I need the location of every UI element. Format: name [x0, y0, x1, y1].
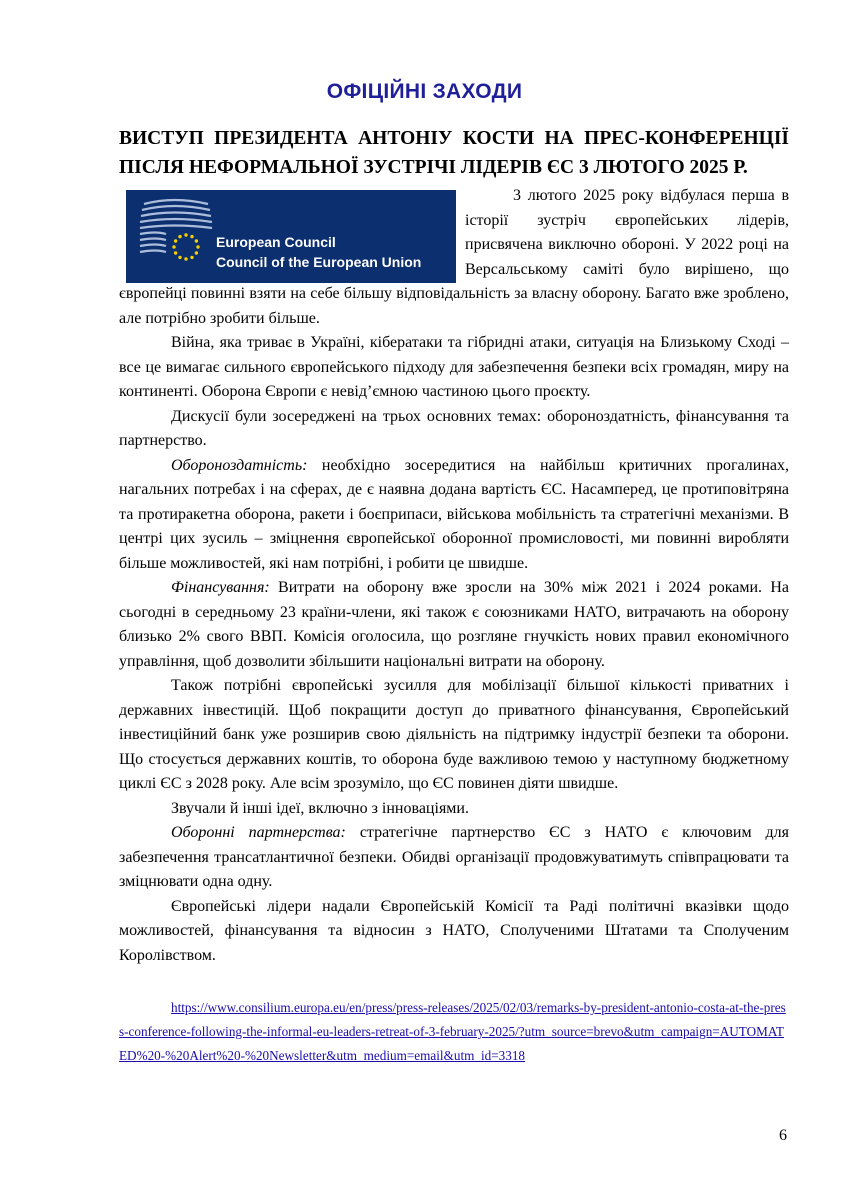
section-title: ОФІЦІЙНІ ЗАХОДИ — [326, 80, 523, 103]
paragraph-ideas: Звучали й інші ідеї, включно з інноваціями. — [171, 799, 469, 817]
capability-label: Обороноздатність: — [171, 456, 308, 474]
paragraph-partnerships: Оборонні партнерства: стратегічне партнерство ЄС з НАТО є ключовим для забезпечення трансатлантичної безпеки. Обидві організації продовжуватимуть співпрацювати та зміцнювати одна одну. — [119, 824, 789, 890]
paragraph-investment: Також потрібні європейські зусилля для мобілізації більшої кількості приватних і державних інвестицій. Щоб покращити доступ до приватного фінансування, Європейський інвестиційний банк уже розширив свою діяльність на підтримку індустрії безпеки та оборони. Що стосується державних коштів, то оборона буде важливою темою у наступному бюджетному циклі ЄС з 2028 року. Але всім зрозуміло, що ЄС повинен діяти швидше. — [119, 677, 789, 792]
paragraph-financing: Фінансування: Витрати на оборону вже зросли на 30% між 2021 і 2024 роками. На сьогодні в середньому 23 країни-члени, які також є союзниками НАТО, витрачають на оборону близько 2% свого ВВП. Комісія оголосила, що розгляне гнучкість нових правил економічного управління, щоб дозволити збільшити національні витрати на оборону. — [119, 579, 789, 670]
paragraph-war: Війна, яка триває в Україні, кібератаки та гібридні атаки, ситуація на Близькому Сході – все це вимагає сильного європейського підходу для забезпечення безпеки всіх громадян, миру на континенті. Оборона Європи є невід’ємною частиною цього проєкту. — [119, 334, 789, 400]
article-body — [119, 184, 789, 968]
article-headline: ВИСТУП ПРЕЗИДЕНТА АНТОНІУ КОСТИ НА ПРЕС-КОНФЕРЕНЦІЇ ПІСЛЯ НЕФОРМАЛЬНОЇ ЗУСТРІЧІ ЛІДЕРІВ ЄС 3 ЛЮТОГО 2025 Р. — [119, 128, 789, 178]
paragraph-capability: Обороноздатність: необхідно зосередитися на найбільш критичних прогалинах, нагальних потребах і на сферах, де є наявна додана вартість ЄС. Насамперед, це протиповітряна та протиракетна оборона, ракети і боєприпаси, військова мобільність та стратегічні механізми. В центрі цих зусиль – зміцнення європейської оборонної промисловості, ми повинні виробляти більше можливостей, які нам потрібні, і робити це швидше. — [119, 456, 789, 572]
logo-line-1: European Council — [216, 234, 336, 250]
financing-label: Фінансування: — [171, 579, 270, 596]
partnerships-label: Оборонні партнерства: — [171, 824, 346, 841]
paragraph-intro: 3 лютого 2025 року відбулася перша в історії зустріч європейських лідерів, присвячена виключно обороні. У 2022 році на Версальському саміті було вирішено, що європейці повинні взяти на себе більшу відповідальність за власну оборону. Багато вже зроблено, але потрібно зробити більше. — [119, 187, 789, 327]
page-number: 6 — [779, 1127, 787, 1144]
paragraph-topics: Дискусії були зосереджені на трьох основних темах: обороноздатність, фінансування та партнерство. — [119, 407, 789, 449]
logo-line-2: Council of the European Union — [216, 254, 422, 270]
source-link[interactable]: https://www.consilium.europa.eu/en/press/press-releases/2025/02/03/remarks-by-president-antonio-costa-at-the-press-conference-following-the-informal-eu-leaders-retreat-of-3-february-2025/?utm_source=brevo&utm_campaign=AUTOMATED%20-%20Alert%20-%20Newsletter&utm_medium=email&utm_id=3318 — [119, 1000, 786, 1063]
paragraph-conclusion: Європейські лідери надали Європейській Комісії та Раді політичні вказівки щодо можливостей, фінансування та відносин з НАТО, Сполученими Штатами та Сполученим Королівством. — [119, 897, 789, 964]
